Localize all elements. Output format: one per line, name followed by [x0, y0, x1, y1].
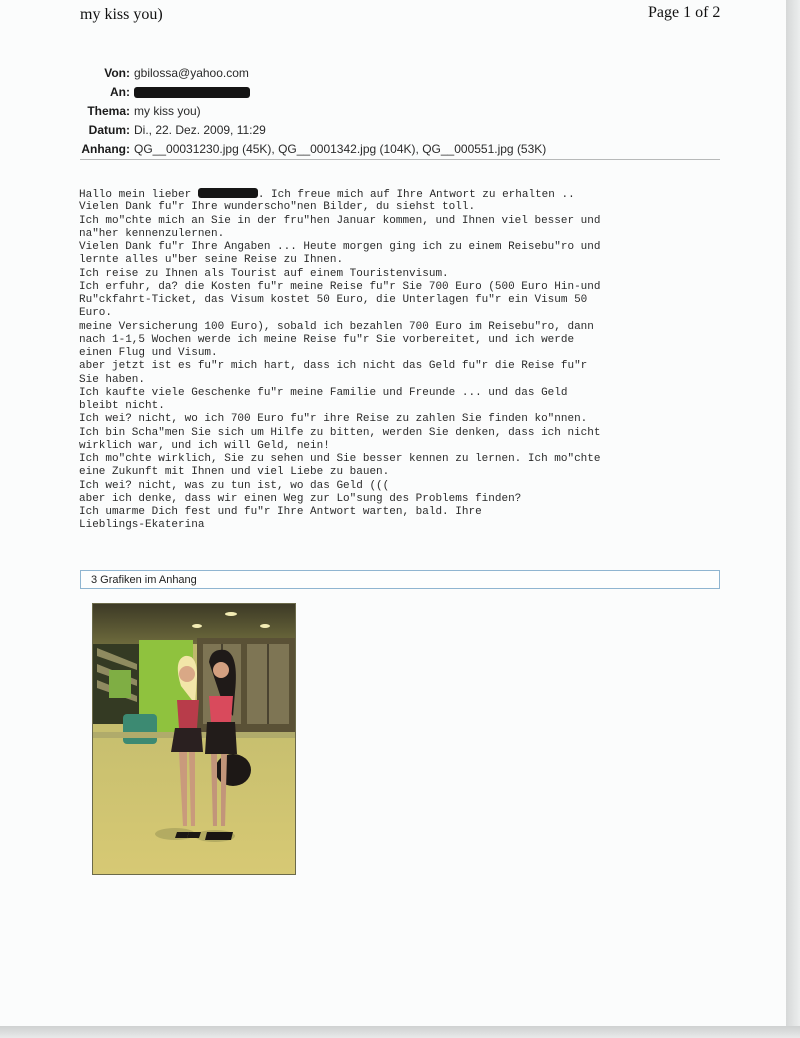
date-row	[70, 121, 720, 140]
body-line: na"her kennenzulernen.	[79, 227, 225, 240]
body-line: Ich reise zu Ihnen als Tourist auf einem Touristenvisum.	[79, 267, 449, 280]
body-line: einen Flug und Visum.	[79, 347, 218, 359]
from-value: gbilossa@yahoo.com	[134, 66, 249, 80]
subject-label: Thema:	[87, 104, 130, 118]
body-lines	[79, 201, 659, 532]
redaction-mark	[198, 188, 258, 198]
body-line: Ich umarme Dich fest und fu"r Ihre Antwort warten, bald. Ihre	[79, 506, 482, 518]
subject-value: my kiss you)	[134, 104, 201, 118]
to-row	[70, 83, 720, 102]
attachments-bar[interactable]	[80, 570, 720, 589]
email-body	[79, 188, 659, 533]
body-line: Euro.	[79, 307, 113, 320]
scan-edge-right	[786, 0, 800, 1038]
greeting-start: Hallo mein lieber	[79, 189, 198, 201]
date-label: Datum:	[88, 123, 130, 137]
subject-row	[70, 102, 720, 121]
body-line	[79, 188, 659, 201]
attachment-value: QG__00031230.jpg (45K), QG__0001342.jpg (104K), QG__000551.jpg (53K)	[134, 142, 547, 156]
body-line: lernte alles u"ber seine Reise zu Ihnen.	[79, 254, 344, 267]
body-line: eine Zukunft mit Ihnen und viel Liebe zu bauen.	[79, 466, 390, 479]
from-row	[70, 64, 720, 83]
email-header	[70, 64, 720, 159]
body-line: bleibt nicht.	[79, 400, 165, 412]
attachment-row	[70, 140, 720, 159]
attachments-label: 3 Grafiken im Anhang	[91, 574, 197, 586]
body-line: Vielen Dank fu"r Ihre wunderscho"nen Bilder, du siehst toll.	[79, 201, 476, 214]
body-line: Ich mo"chte wirklich, Sie zu sehen und Sie besser kennen zu lernen. Ich mo"chte	[79, 453, 601, 465]
body-line: Ru"ckfahrt-Ticket, das Visum kostet 50 Euro, die Unterlagen fu"r ein Visum 50	[79, 294, 588, 306]
from-label: Von:	[104, 66, 130, 80]
header-divider	[80, 159, 720, 160]
date-value: Di., 22. Dez. 2009, 11:29	[134, 123, 266, 137]
body-line: Ich kaufte viele Geschenke fu"r meine Familie und Freunde ... und das Geld	[79, 386, 568, 399]
to-label: An:	[110, 85, 130, 99]
scan-edge-bottom	[0, 1026, 800, 1038]
body-line: Ich wei? nicht, wo ich 700 Euro fu"r ihre Reise zu zahlen Sie finden ko"nnen.	[79, 413, 588, 426]
body-line: Vielen Dank fu"r Ihre Angaben ... Heute morgen ging ich zu einem Reisebu"ro und	[79, 241, 601, 253]
attachment-label: Anhang:	[81, 142, 130, 156]
body-line: wirklich war, und ich will Geld, nein!	[79, 439, 330, 452]
page-number: Page 1 of 2	[648, 4, 721, 21]
redaction-mark	[134, 87, 250, 98]
body-line: meine Versicherung 100 Euro), sobald ich bezahlen 700 Euro im Reisebu"ro, dann	[79, 320, 594, 333]
greeting-end: . Ich freue mich auf Ihre Antwort zu erhalten ..	[257, 189, 575, 201]
body-line: Ich bin Scha"men Sie sich um Hilfe zu bitten, werden Sie denken, dass ich nicht	[79, 426, 601, 439]
body-line: Sie haben.	[79, 373, 146, 386]
photo-illustration	[93, 604, 295, 874]
body-line: Lieblings-Ekaterina	[79, 519, 205, 532]
body-line: aber ich denke, dass wir einen Weg zur Lo"sung des Problems finden?	[79, 492, 522, 505]
body-line: Ich wei? nicht, was zu tun ist, wo das Geld (((	[79, 479, 390, 492]
body-line: Ich erfuhr, da? die Kosten fu"r meine Reise fu"r Sie 700 Euro (500 Euro Hin-und	[79, 280, 601, 293]
page-title: my kiss you)	[80, 6, 163, 23]
body-line: Ich mo"chte mich an Sie in der fru"hen Januar kommen, und Ihnen viel besser und	[79, 214, 601, 227]
attached-photo[interactable]	[92, 603, 296, 875]
body-line: nach 1-1,5 Wochen werde ich meine Reise fu"r Sie vorbereitet, und ich werde	[79, 333, 575, 346]
body-line: aber jetzt ist es fu"r mich hart, dass ich nicht das Geld fu"r die Reise fu"r	[79, 360, 588, 373]
